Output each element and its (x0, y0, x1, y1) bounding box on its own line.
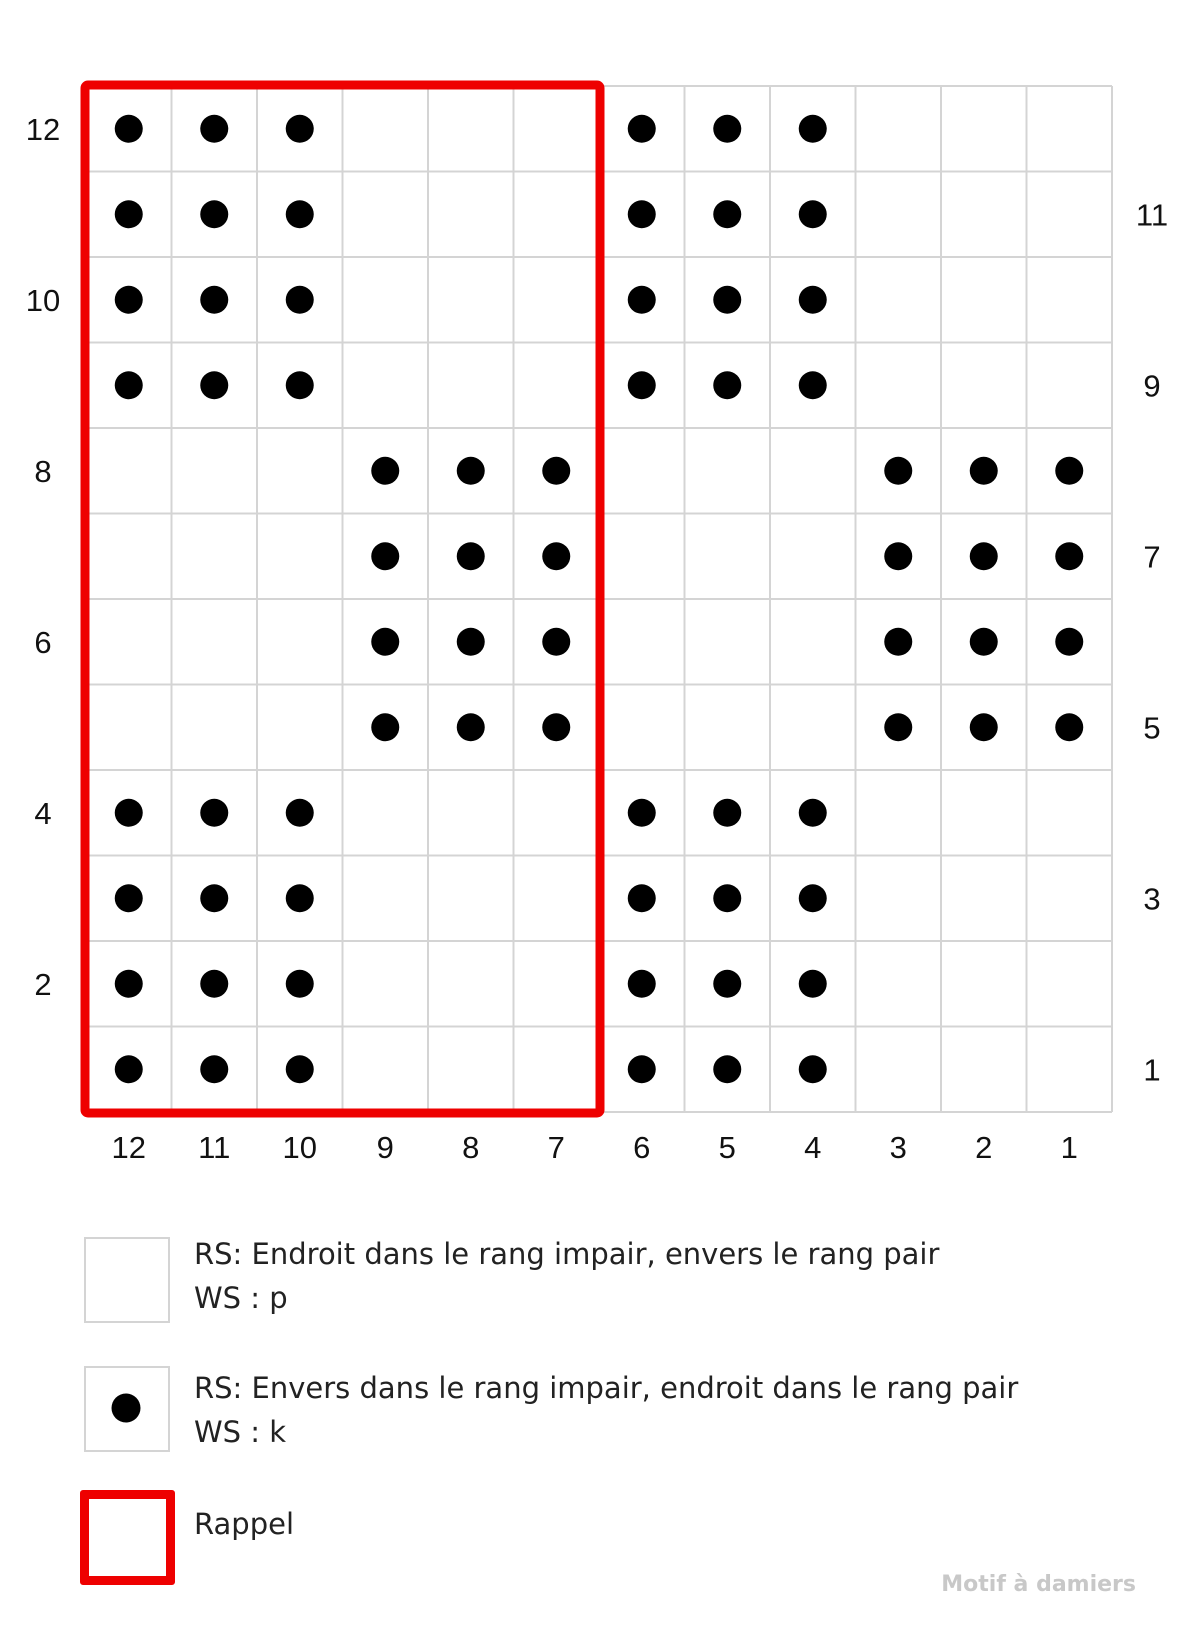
column-label: 7 (547, 1130, 565, 1160)
purl-dot (457, 542, 485, 570)
purl-dot (628, 884, 656, 912)
purl-dot (371, 713, 399, 741)
chart-caption: Motif à damiers (941, 1572, 1136, 1597)
purl-dot (200, 884, 228, 912)
purl-dot (286, 200, 314, 228)
legend-item-2-text (194, 1366, 1018, 1454)
purl-dot (884, 457, 912, 485)
purl-dot (799, 371, 827, 399)
purl-dot (799, 115, 827, 143)
purl-dot (628, 200, 656, 228)
legend-item-2-line2: WS : k (194, 1415, 287, 1449)
purl-dot (115, 884, 143, 912)
purl-dot (884, 713, 912, 741)
legend-empty-square-icon (84, 1237, 170, 1323)
row-label-left: 2 (34, 966, 52, 1002)
purl-dot (542, 542, 570, 570)
purl-dot (371, 542, 399, 570)
purl-dot (1055, 628, 1083, 656)
legend-dot-square-icon (84, 1366, 170, 1452)
row-label-left: 6 (34, 624, 52, 660)
purl-dot (286, 115, 314, 143)
purl-dot (286, 1055, 314, 1083)
row-label-left: 8 (34, 453, 52, 489)
purl-dot (1055, 457, 1083, 485)
legend-repeat-box-icon (80, 1490, 175, 1585)
purl-dot (713, 1055, 741, 1083)
legend-item-1-line1: RS: Endroit dans le rang impair, envers le rang pair (194, 1237, 940, 1271)
purl-dot (970, 457, 998, 485)
row-label-right: 9 (1143, 368, 1161, 404)
purl-dot (200, 1055, 228, 1083)
purl-dot (542, 713, 570, 741)
column-label: 4 (804, 1130, 822, 1160)
purl-dot (713, 115, 741, 143)
dot-icon (112, 1394, 141, 1423)
purl-dot (200, 200, 228, 228)
purl-dot (457, 713, 485, 741)
column-label: 2 (975, 1130, 993, 1160)
purl-dot (286, 371, 314, 399)
purl-dot (115, 970, 143, 998)
row-label-right: 1 (1143, 1052, 1161, 1088)
purl-dot (799, 799, 827, 827)
purl-dot (713, 970, 741, 998)
purl-dot (884, 628, 912, 656)
purl-dot (200, 970, 228, 998)
purl-dot (799, 884, 827, 912)
purl-dot (371, 457, 399, 485)
legend-item-2-line1: RS: Envers dans le rang impair, endroit dans le rang pair (194, 1371, 1019, 1405)
purl-dot (457, 628, 485, 656)
column-label: 11 (198, 1130, 231, 1160)
purl-dot (628, 286, 656, 314)
purl-dot (1055, 542, 1083, 570)
purl-dot (628, 1055, 656, 1083)
legend-item-3-line1: Rappel (194, 1507, 294, 1541)
purl-dot (457, 457, 485, 485)
purl-dot (970, 542, 998, 570)
purl-dot (970, 628, 998, 656)
purl-dot (115, 200, 143, 228)
purl-dot (628, 371, 656, 399)
column-label: 10 (282, 1130, 317, 1160)
column-label: 1 (1060, 1130, 1078, 1160)
column-label: 6 (633, 1130, 651, 1160)
column-label: 8 (462, 1130, 480, 1160)
purl-dot (628, 799, 656, 827)
row-label-left: 10 (25, 282, 61, 318)
purl-dot (884, 542, 912, 570)
purl-dot (713, 200, 741, 228)
purl-dot (115, 286, 143, 314)
purl-dot (542, 628, 570, 656)
purl-dot (799, 200, 827, 228)
purl-dot (542, 457, 570, 485)
purl-dot (115, 799, 143, 827)
purl-dot (713, 799, 741, 827)
purl-dot (970, 713, 998, 741)
row-label-left: 4 (34, 795, 52, 831)
purl-dot (286, 884, 314, 912)
column-label: 12 (111, 1130, 146, 1160)
purl-dot (799, 286, 827, 314)
legend-item-3-text (194, 1502, 294, 1546)
purl-dot (200, 371, 228, 399)
purl-dot (286, 970, 314, 998)
purl-dot (713, 884, 741, 912)
purl-dot (200, 115, 228, 143)
purl-dot (628, 970, 656, 998)
legend-item-1-text (194, 1232, 939, 1320)
purl-dot (713, 371, 741, 399)
row-label-right: 5 (1143, 710, 1161, 746)
purl-dot (628, 115, 656, 143)
purl-dot (1055, 713, 1083, 741)
column-label: 3 (889, 1130, 907, 1160)
purl-dot (286, 799, 314, 827)
column-label: 5 (718, 1130, 736, 1160)
row-label-left: 12 (25, 111, 61, 147)
purl-dot (799, 970, 827, 998)
purl-dot (115, 371, 143, 399)
legend-item-1-line2: WS : p (194, 1281, 288, 1315)
purl-dot (371, 628, 399, 656)
purl-dot (200, 799, 228, 827)
row-label-right: 3 (1143, 881, 1161, 917)
purl-dot (115, 1055, 143, 1083)
row-label-right: 7 (1143, 539, 1161, 575)
column-label: 9 (376, 1130, 394, 1160)
purl-dot (286, 286, 314, 314)
row-label-right: 11 (1135, 197, 1169, 233)
purl-dot (115, 115, 143, 143)
purl-dot (799, 1055, 827, 1083)
purl-dot (200, 286, 228, 314)
purl-dot (713, 286, 741, 314)
